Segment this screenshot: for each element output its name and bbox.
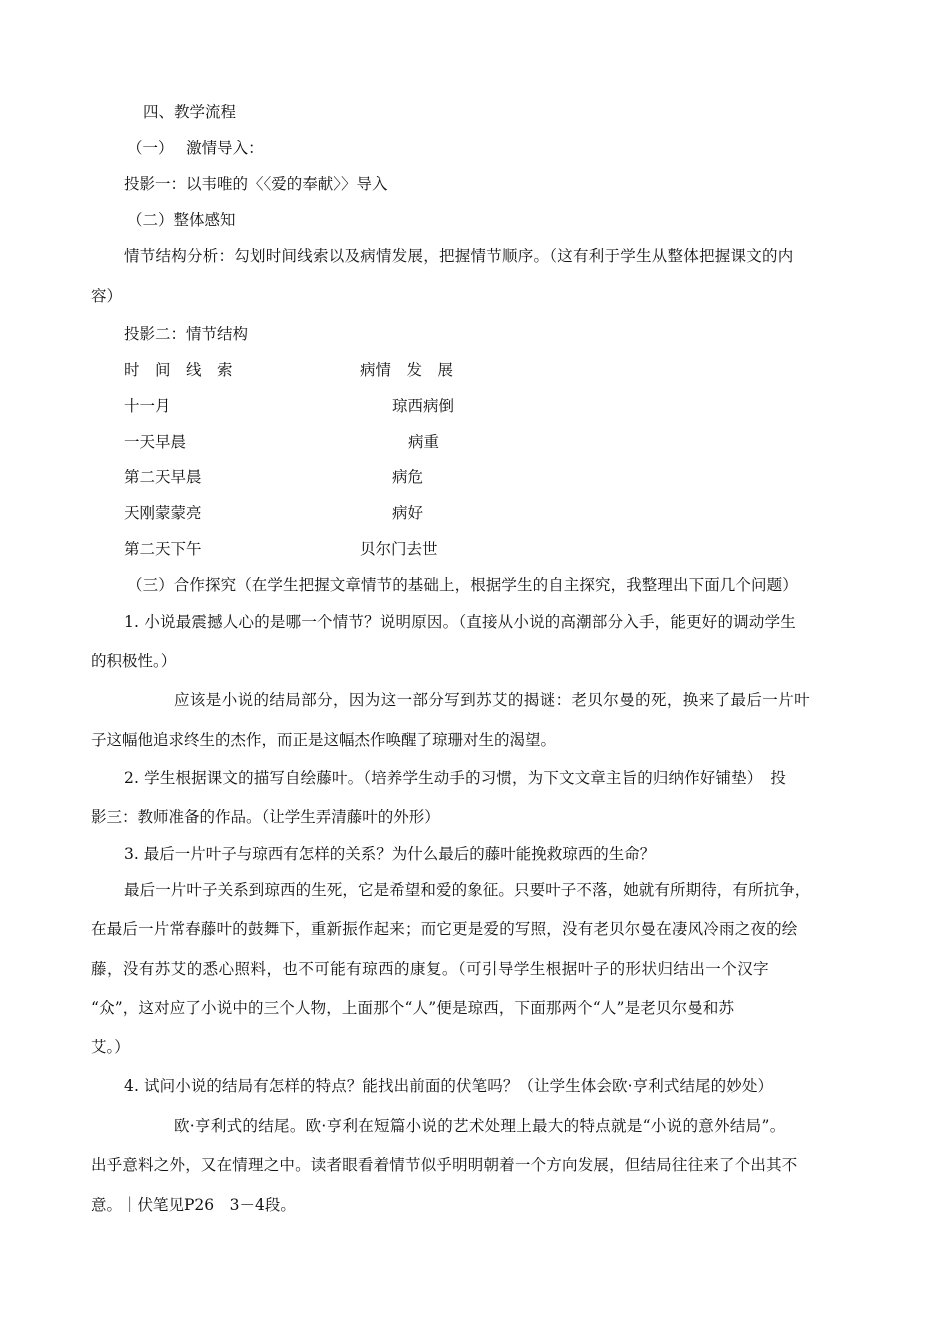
s1-heading: （一） 激情导入： — [127, 139, 264, 157]
s2-heading: （二）整体感知 — [127, 211, 236, 229]
a4-line1: 欧·亨利式的结尾。欧·亨利在短篇小说的艺术处理上最大的特点就是“小说的意外结局”。 — [174, 1117, 786, 1135]
a3-line2: 在最后一片常春藤叶的鼓舞下，重新振作起来；而它更是爱的写照，没有老贝尔曼在凄风冷雨之夜的绘 — [91, 920, 798, 938]
a1-line2: 子这幅他追求终生的杰作，而正是这幅杰作唤醒了琼珊对生的渴望。 — [91, 731, 557, 749]
plot-row-time: 一天早晨 — [124, 433, 187, 451]
plot-header-time: 时 间 线 索 — [124, 361, 233, 379]
plot-row-time: 十一月 — [124, 397, 171, 415]
a1-line1: 应该是小说的结局部分，因为这一部分写到苏艾的揭谜：老贝尔曼的死，换来了最后一片叶 — [174, 691, 811, 709]
q2-line2: 影三：教师准备的作品。（让学生弄清藤叶的外形） — [91, 808, 440, 826]
q1-line1: 1. 小说最震撼人心的是哪一个情节？说明原因。（直接从小说的高潮部分入手，能更好的调动学生 — [124, 613, 796, 631]
plot-row-time: 天刚蒙蒙亮 — [124, 504, 202, 522]
a3-line4: “众”，这对应了小说中的三个人物，上面那个“人”便是琼西，下面那两个“人”是老贝尔曼和苏 — [91, 999, 735, 1017]
plot-row-time: 第二天下午 — [124, 540, 202, 558]
q2-line1: 2. 学生根据课文的描写自绘藤叶。（培养学生动手的习惯，为下文文章主旨的归纳作好铺垫） 投 — [124, 769, 786, 787]
q1-line2: 的积极性。） — [91, 652, 177, 670]
a3-line1: 最后一片叶子关系到琼西的生死，它是希望和爱的象征。只要叶子不落，她就有所期待，有所抗争， — [124, 881, 811, 899]
s3-heading: （三）合作探究（在学生把握文章情节的基础上，根据学生的自主探究，我整理出下面几个问题） — [127, 576, 798, 594]
plot-row-time: 第二天早晨 — [124, 468, 202, 486]
plot-row-illness: 病好 — [392, 504, 424, 522]
s2-analysis-line2: 容） — [91, 287, 123, 305]
plot-row-illness: 病危 — [392, 468, 424, 486]
plot-row-illness: 琼西病倒 — [392, 397, 455, 415]
a3-line5: 艾。） — [91, 1038, 130, 1056]
q3-line1: 3. 最后一片叶子与琼西有怎样的关系？为什么最后的藤叶能挽救琼西的生命？ — [124, 845, 656, 863]
s1-projection: 投影一：以韦唯的〈〈爱的奉献〉〉导入 — [124, 175, 388, 193]
s2-analysis-line1: 情节结构分析：勾划时间线索以及病情发展，把握情节顺序。（这有利于学生从整体把握课文的内 — [124, 247, 794, 265]
plot-header-illness: 病情 发 展 — [360, 361, 454, 379]
plot-row-illness: 病重 — [408, 433, 440, 451]
plot-row-illness: 贝尔门去世 — [360, 540, 438, 558]
a4-line2: 出乎意料之外，又在情理之中。读者眼看着情节似乎明明朝着一个方向发展，但结局往往来了个出其不 — [91, 1156, 798, 1174]
s2-projection: 投影二：情节结构 — [124, 325, 249, 343]
a4-line3: 意。｜伏笔见P26 3－4段。 — [91, 1196, 296, 1214]
a3-line3: 藤，没有苏艾的悉心照料，也不可能有琼西的康复。（可引导学生根据叶子的形状归结出一个汉字 — [91, 960, 770, 978]
section-title: 四、教学流程 — [143, 103, 237, 121]
q4-line1: 4. 试问小说的结局有怎样的特点？能找出前面的伏笔吗？（让学生体会欧·亨利式结尾的妙处） — [124, 1077, 774, 1095]
